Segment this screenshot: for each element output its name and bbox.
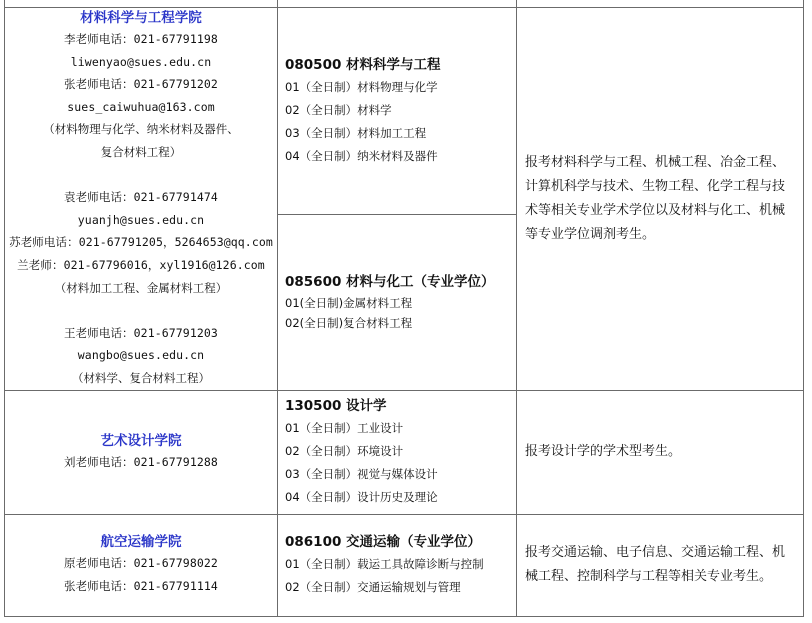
college-cell (5, 8, 278, 391)
contact-line: 张老师电话：021-67791114 (64, 579, 218, 593)
direction-note: （材料学、复合材料工程） (72, 370, 210, 385)
major-cell (278, 514, 517, 616)
adjustment-table (4, 0, 804, 617)
direction-item: 03（全日制）视觉与媒体设计 (285, 467, 438, 481)
major-cell (278, 8, 517, 215)
contact-line: 刘老师电话：021-67791288 (64, 454, 218, 469)
direction-item: 02（全日制）材料学 (285, 103, 392, 118)
direction-item: 01(全日制)金属材料工程 (285, 296, 413, 311)
direction-item: 03（全日制）材料加工工程 (285, 125, 427, 140)
email-text: sues_caiwuhua@163.com (67, 99, 215, 114)
table-row (5, 8, 804, 215)
major-cell (278, 390, 517, 514)
requirement-cell (517, 514, 804, 616)
table-row (5, 514, 804, 616)
direction-item: 02（全日制）环境设计 (285, 444, 404, 459)
contact-line: 袁老师电话：021-67791474 (64, 190, 218, 205)
college-name: 材料科学与工程学院 (80, 10, 202, 26)
contact-line: 兰老师：021-67796016，xyl1916@126.com (17, 257, 265, 272)
major-title: 080500 材料科学与工程 (285, 57, 441, 74)
requirement-cell (517, 8, 804, 391)
major-cell (278, 214, 517, 390)
direction-item: 01（全日制）载运工具故障诊断与控制 (285, 557, 484, 572)
email-text: yuanjh@sues.edu.cn (77, 212, 205, 227)
direction-item: 02（全日制）交通运输规划与管理 (285, 580, 461, 594)
direction-item: 04（全日制）纳米材料及器件 (285, 148, 438, 163)
direction-item: 01（全日制）材料物理与化学 (285, 80, 438, 95)
major-title: 130500 设计学 (285, 398, 387, 415)
college-cell (5, 390, 278, 514)
requirement-text: 报考材料科学与工程、机械工程、冶金工程、计算机科学与技术、生物工程、化学工程与技术等相关专业学术学位以及材料与化工、机械等专业学位调剂考生。 (525, 154, 786, 242)
college-name: 航空运输学院 (100, 534, 182, 551)
direction-item: 02(全日制)复合材料工程 (285, 316, 413, 331)
email-text: wangbo@sues.edu.cn (77, 348, 205, 363)
requirement-text: 报考设计学的学术型考生。 (525, 444, 682, 459)
direction-note: （材料物理与化学、纳米材料及器件、 (43, 122, 239, 137)
major-title: 085600 材料与化工（专业学位） (285, 274, 495, 291)
major-title: 086100 交通运输（专业学位） (285, 534, 482, 551)
contact-line: 王老师电话：021-67791203 (64, 325, 218, 340)
email-text: liwenyao@sues.edu.cn (70, 54, 212, 69)
contact-line: 张老师电话：021-67791202 (64, 77, 218, 92)
direction-note: （材料加工工程、金属材料工程） (54, 280, 228, 295)
contact-line: 苏老师电话：021-67791205，5264653@qq.com (9, 235, 273, 250)
direction-item: 01（全日制）工业设计 (285, 421, 404, 436)
college-cell (5, 514, 278, 616)
requirement-cell (517, 390, 804, 514)
direction-note: 复合材料工程） (100, 144, 182, 159)
table-row (5, 0, 804, 8)
table-row (5, 390, 804, 514)
contact-line: 李老师电话：021-67791198 (64, 32, 218, 46)
direction-item: 04（全日制）设计历史及理论 (285, 489, 438, 504)
requirement-text: 报考交通运输、电子信息、交通运输工程、机械工程、控制科学与工程等相关专业考生。 (525, 545, 786, 584)
contact-line: 原老师电话：021-67798022 (64, 556, 218, 571)
college-name: 艺术设计学院 (100, 432, 182, 449)
